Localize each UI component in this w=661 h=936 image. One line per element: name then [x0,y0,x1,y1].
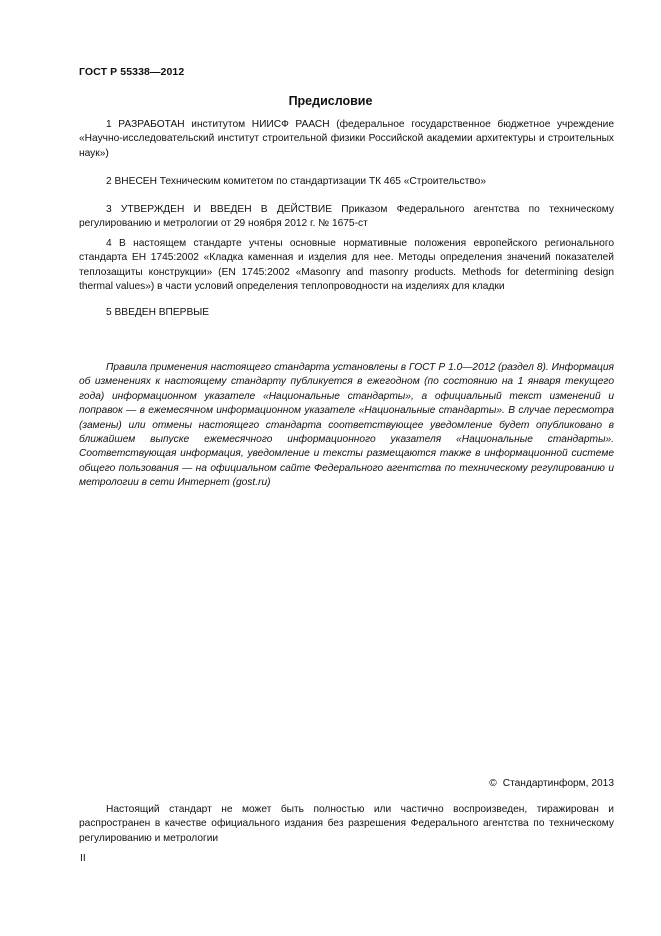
foreword-item-2: 2 ВНЕСЕН Техническим комитетом по стандартизации ТК 465 «Строительство» [106,176,486,187]
foreword-item-1: 1 РАЗРАБОТАН институтом НИИСФ РААСН (федеральное государственное бюджетное учреждение «Научно-исследовательский институт строительной физики Российской академии архитектуры и строительных наук») [79,119,614,159]
page-number: II [80,853,86,864]
foreword-item-5: 5 ВВЕДЕН ВПЕРВЫЕ [106,307,210,318]
application-rules-notice: Правила применения настоящего стандарта установлены в ГОСТ Р 1.0—2012 (раздел 8). Информация об изменениях к настоящему стандарту публикуется в ежегодном (по состоянию на 1 января текущего года) информационном указателе «Национальные стандарты», а официальный текст изменений и поправок — в ежемесячном информационном указателе «Национальные стандарты». В случае пересмотра (замены) или отмены настоящего стандарта соответствующее уведомление будет опубликовано в ближайшем выпуске ежемесячного информационного указателя «Национальные стандарты». Соответствующая информация, уведомление и тексты размещаются также в информационной системе общего пользования — на официальном сайте Федерального агентства по техническому регулированию и метрологии в сети Интернет (gost.ru) [79,362,614,489]
foreword-item-3: 3 УТВЕРЖДЕН И ВВЕДЕН В ДЕЙСТВИЕ Приказом Федерального агентства по техническому регулированию и метрологии от 29 ноября 2012 г. № 1675-ст [79,204,614,230]
standard-number-header: ГОСТ Р 55338—2012 [79,66,185,78]
reproduction-rights-notice: Настоящий стандарт не может быть полностью или частично воспроизведен, тиражирован и распространен в качестве официального издания без разрешения Федерального агентства по техническому регулированию и метрологии [79,804,614,844]
copyright-line [489,778,614,789]
copyright-symbol: © [489,778,497,789]
copyright-holder: Стандартинформ, 2013 [502,778,614,789]
foreword-item-4: 4 В настоящем стандарте учтены основные нормативные положения европейского регионального стандарта ЕН 1745:2002 «Кладка каменная и изделия для нее. Методы определения значений показателей теплозащиты конструкции» (EN 1745:2002 «Masonry and masonry products. Methods for determining design thermal values») в части условий определения теплопроводности на изделиях для кладки [79,238,614,293]
page-title: Предисловие [288,94,373,108]
